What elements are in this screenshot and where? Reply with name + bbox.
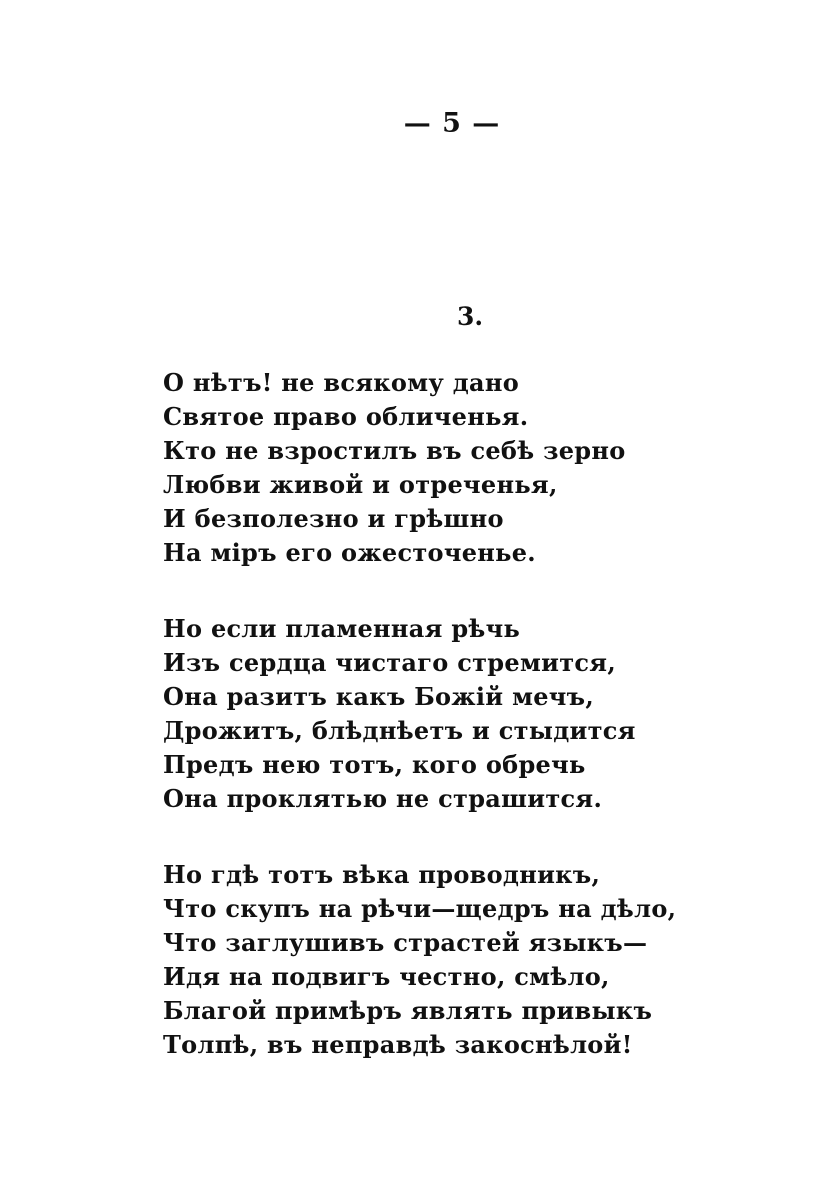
stanza-1 [163, 366, 803, 570]
stanza-2 [163, 612, 803, 816]
poem-line: И безполезно и грѣшно [163, 504, 504, 533]
stanza-3 [163, 858, 803, 1062]
poem-body [163, 366, 803, 1104]
poem-line: Святое право обличенья. [163, 402, 529, 431]
poem-line: Любви живой и отреченья, [163, 470, 558, 499]
poem-line: Изъ сердца чистаго стремится, [163, 648, 616, 677]
poem-line: Благой примѣръ являть привыкъ [163, 996, 653, 1025]
poem-line: О нѣтъ! не всякому дано [163, 368, 520, 397]
poem-line: Но если пламенная рѣчь [163, 614, 521, 643]
poem-line: Кто не взростилъ въ себѣ зерно [163, 436, 626, 465]
poem-line: Предъ нею тотъ, кого обречь [163, 750, 586, 779]
poem-line: Она проклятью не страшится. [163, 784, 603, 813]
poem-line: На міръ его ожесточенье. [163, 538, 536, 567]
poem-line: Идя на подвигъ честно, смѣло, [163, 962, 610, 991]
poem-line: Что скупъ на рѣчи—щедръ на дѣло, [163, 894, 677, 923]
poem-line: Она разитъ какъ Божій мечъ, [163, 682, 595, 711]
poem-line: Толпѣ, въ неправдѣ закоснѣлой! [163, 1030, 633, 1059]
poem-line: Что заглушивъ страстей языкъ— [163, 928, 648, 957]
poem-line: Но гдѣ тотъ вѣка проводникъ, [163, 860, 601, 889]
poem-line: Дрожитъ, блѣднѣетъ и стыдится [163, 716, 636, 745]
page-number: — 5 — [403, 108, 501, 139]
poem-number: 3. [456, 302, 484, 331]
